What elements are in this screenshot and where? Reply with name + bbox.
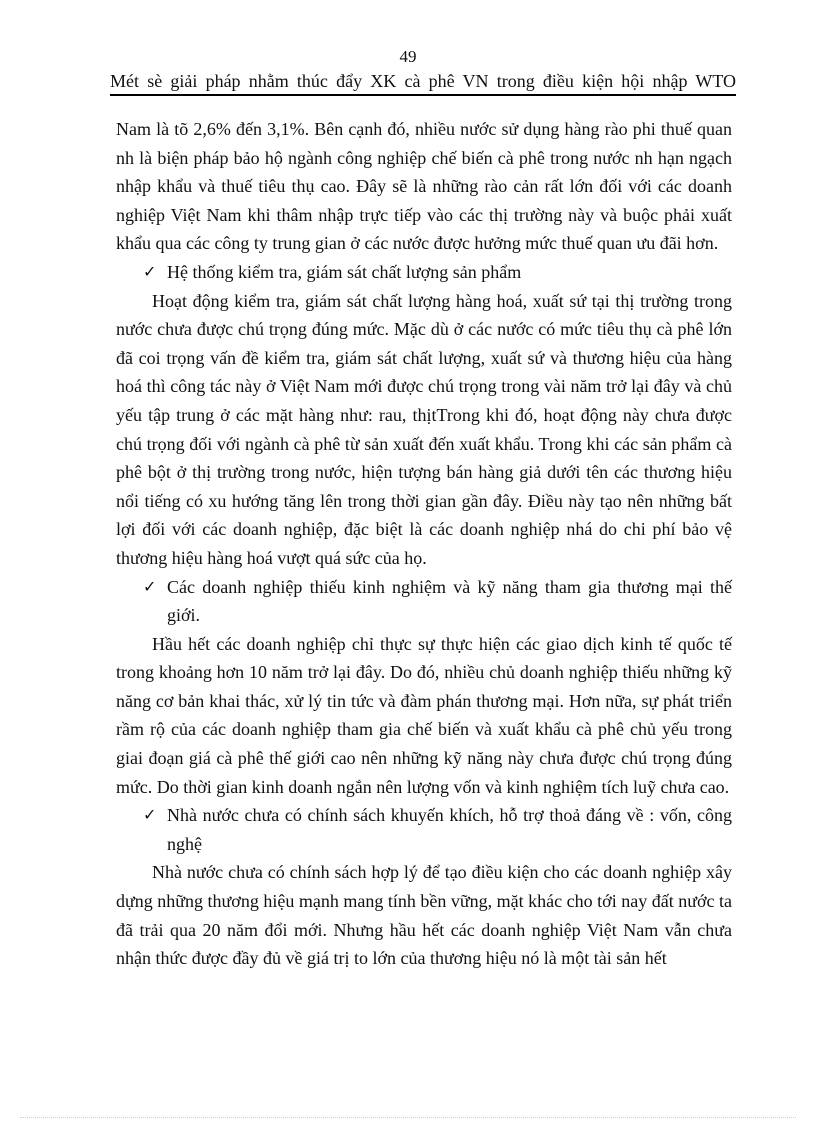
running-header: Mét sè giải pháp nhằm thúc đẩy XK cà phê VN trong điều kiện hội nhập WTO xyxy=(110,70,736,96)
checkmark-icon: ✓ xyxy=(143,805,157,825)
paragraph: Nam là tõ 2,6% đến 3,1%. Bên cạnh đó, nhiều nước sử dụng hàng rào phi thuế quan nh là biện pháp bảo hộ ngành công nghiệp chế biến cà phê trong nước nh hạn ngạch nhập khẩu và thuế tiêu thụ cao. Đây sẽ là những rào cản rất lớn đối với các doanh nghiệp Việt Nam khi thâm nhập trực tiếp vào các thị trường này và buộc phải xuất khẩu qua các công ty trung gian ở các nước được hưởng mức thuế quan ưu đãi hơn. xyxy=(116,119,732,254)
bullet-item xyxy=(116,258,732,287)
bullet-text: Hệ thống kiểm tra, giám sát chất lượng sản phẩm xyxy=(167,261,522,282)
checkmark-icon: ✓ xyxy=(143,261,157,281)
bullet-text: Nhà nước chưa có chính sách khuyến khích, hỗ trợ thoả đáng về : vốn, công nghệ xyxy=(167,805,732,854)
paragraph: Hoạt động kiểm tra, giám sát chất lượng hàng hoá, xuất sứ tại thị trường trong nước chưa được chú trọng đúng mức. Mặc dù ở các nước có mức tiêu thụ cà phê lớn đã coi trọng vấn đề kiểm tra, giám sát chất lượng, xuất sứ và thương hiệu của hàng hoá thì công tác này ở Việt Nam mới được chú trọng trong vài năm trở lại đây và chủ yếu tập trung ở các mặt hàng như: rau, thịtTrong khi đó, hoạt động này chưa được chú trọng đối với ngành cà phê từ sản xuất đến xuất khẩu. Trong khi các sản phẩm cà phê bột ở thị trường trong nước, hiện tượng bán hàng giả dưới tên các thương hiệu nổi tiếng có xu hướng tăng lên trong thời gian gần đây. Điều này tạo nên những bất lợi đối với các doanh nghiệp, đặc biệt là các doanh nghiệp nhá do chi phí bảo vệ thương hiệu hàng hoá vượt quá sức của họ. xyxy=(116,290,732,568)
paragraph: Nhà nước chưa có chính sách hợp lý để tạo điều kiện cho các doanh nghiệp xây dựng những thương hiệu mạnh mang tính bền vững, mặt khác cho tới nay đất nước ta đã trải qua 20 năm đổi mới. Nhưng hầu hết các doanh nghiệp Việt Nam vẫn chưa nhận thức được đầy đủ về giá trị to lớn của thương hiệu nó là một tài sản hết xyxy=(116,862,732,969)
checkmark-icon: ✓ xyxy=(143,576,157,596)
paragraph: Hầu hết các doanh nghiệp chỉ thực sự thực hiện các giao dịch kinh tế quốc tế trong khoảng hơn 10 năm trở lại đây. Do đó, nhiều chủ doanh nghiệp thiếu những kỹ năng cơ bản khai thác, xử lý tin tức và đàm phán thương mại. Hơn nữa, sự phát triển rầm rộ của các doanh nghiệp tham gia chế biến và xuất khẩu cà phê chủ yếu trong giai đoạn giá cà phê thế giới cao nên những kỹ năng này chưa được chú trọng đúng mức. Do thời gian kinh doanh ngắn nên lượng vốn và kinh nghiệm tích luỹ chưa cao. xyxy=(116,633,732,797)
page-number: 49 xyxy=(399,47,417,66)
document-body xyxy=(116,115,732,973)
bullet-text: Các doanh nghiệp thiếu kinh nghiệm và kỹ năng tham gia thương mại thế giới. xyxy=(167,576,732,626)
bullet-item xyxy=(116,573,732,630)
bullet-item xyxy=(116,801,732,858)
footer-divider xyxy=(20,1117,796,1118)
